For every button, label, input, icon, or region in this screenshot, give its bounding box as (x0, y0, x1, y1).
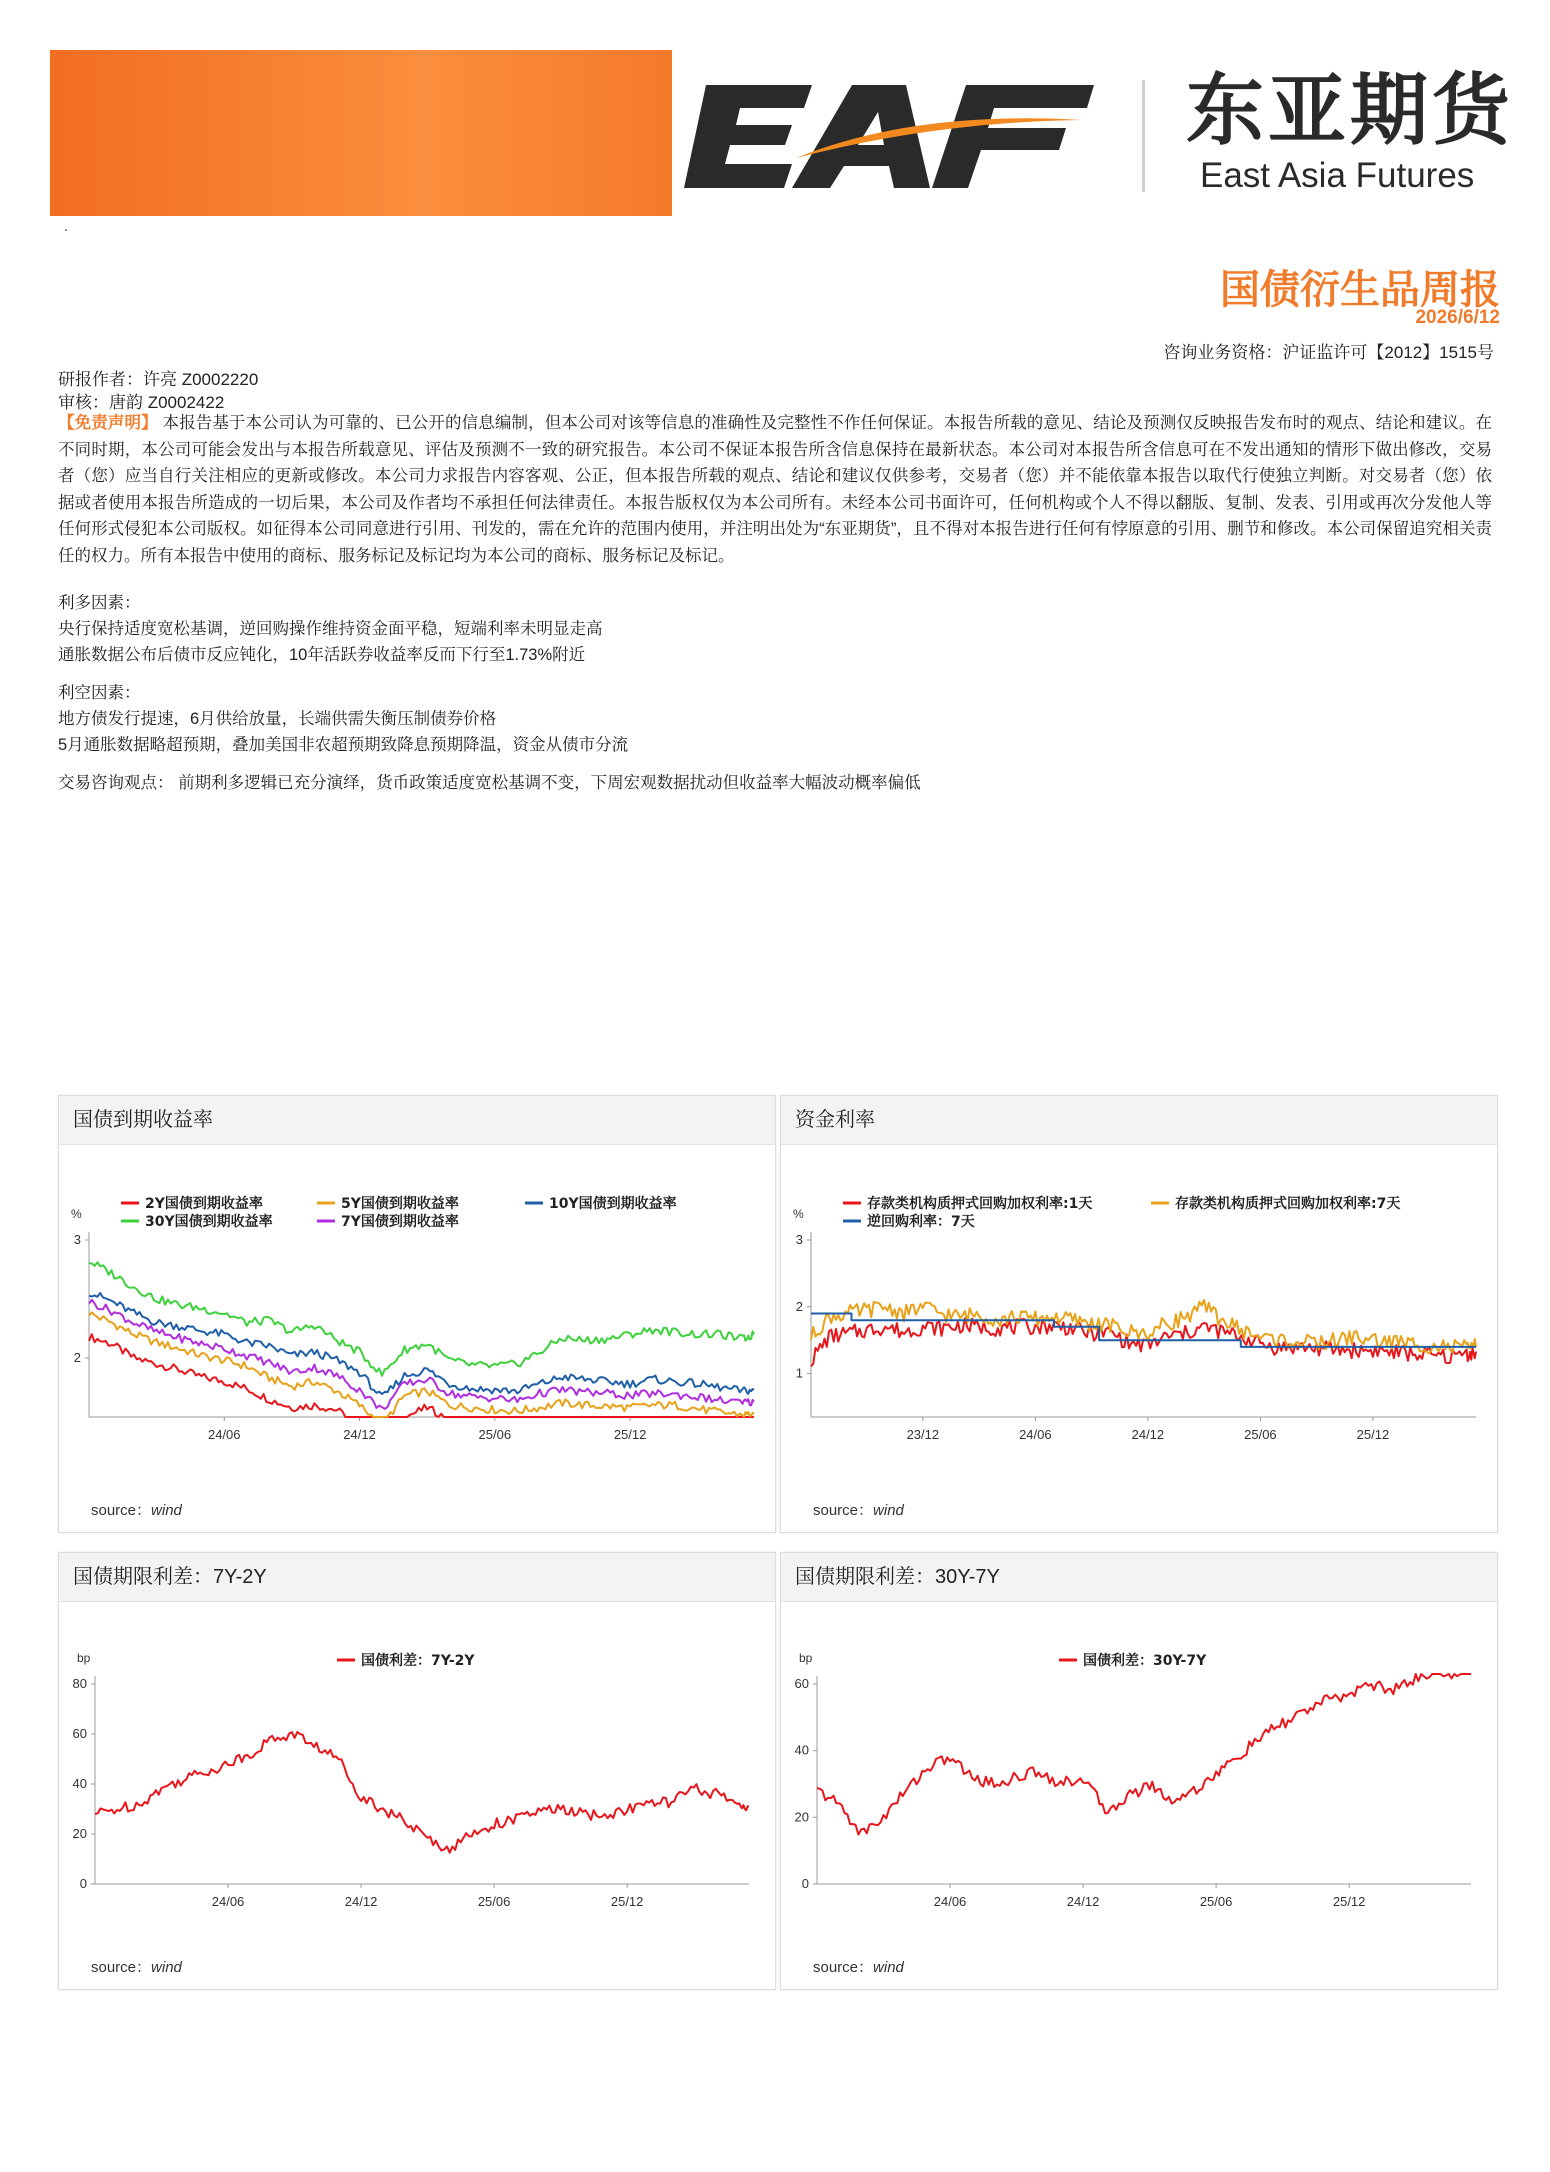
report-date: 2026/6/12 (1415, 307, 1500, 328)
bullish-item: 央行保持适度宽松基调，逆回购操作维持资金面平稳，短端利率未明显走高 (58, 620, 603, 638)
x-tick-label: 25/12 (1332, 1894, 1366, 1909)
y-tick-label: 3 (73, 1232, 81, 1247)
bearish-title: 利空因素： (58, 684, 141, 702)
bullish-item: 通胀数据公布后债市反应钝化，10年活跃券收益率反而下行至1.73%附近 (58, 646, 586, 664)
x-tick-label: 24/12 (343, 1427, 376, 1442)
y-tick-label: 60 (72, 1726, 87, 1741)
bullish-title: 利多因素： (58, 594, 141, 612)
logo-english-name: East Asia Futures (1200, 156, 1475, 195)
bullish-section (58, 590, 603, 668)
legend-label: 逆回购利率：7天 (867, 1214, 975, 1230)
legend-label: 2Y国债到期收益率 (145, 1196, 263, 1212)
series-line-2 (89, 1293, 754, 1394)
eaf-logo (684, 70, 1104, 200)
license-line: 咨询业务资格：沪证监许可【2012】1515号 (1163, 343, 1494, 362)
y-axis-unit: % (793, 1207, 804, 1221)
series-line-1 (89, 1312, 754, 1417)
header-orange-banner (50, 50, 672, 216)
logo-divider (1142, 80, 1145, 192)
y-tick-label: 0 (801, 1876, 809, 1891)
chart-source: source：wind (91, 1502, 182, 1519)
y-tick-label: 2 (73, 1350, 81, 1365)
legend-label: 30Y国债到期收益率 (145, 1214, 273, 1230)
x-tick-label: 24/06 (933, 1894, 967, 1909)
series-line-0 (817, 1674, 1471, 1835)
y-tick-label: 2 (795, 1298, 803, 1314)
x-tick-label: 24/12 (1131, 1427, 1165, 1442)
y-tick-label: 40 (72, 1776, 87, 1791)
chart-source: source：wind (91, 1959, 182, 1976)
chart-panel-spread-7y-2y (58, 1552, 776, 1990)
y-tick-label: 3 (795, 1232, 803, 1247)
y-tick-label: 0 (79, 1876, 87, 1891)
legend-label: 10Y国债到期收益率 (549, 1196, 677, 1212)
x-tick-label: 25/12 (610, 1894, 644, 1909)
spread-7y-2y-chart (59, 1602, 775, 1942)
legend-label: 国债利差：30Y-7Y (1083, 1653, 1207, 1669)
legend-label: 国债利差：7Y-2Y (361, 1653, 475, 1669)
x-tick-label: 25/06 (477, 1894, 511, 1909)
chart-panel-yields (58, 1095, 776, 1533)
legend-label: 5Y国债到期收益率 (341, 1196, 459, 1212)
legend-label: 存款类机构质押式回购加权利率:7天 (1175, 1196, 1401, 1212)
legend-label: 存款类机构质押式回购加权利率:1天 (867, 1196, 1093, 1212)
reviewer-line: 审核：唐韵 Z0002422 (58, 393, 225, 412)
y-axis-unit: bp (799, 1651, 813, 1665)
header-dot: . (64, 218, 68, 234)
report-title: 国债衍生品周报 (1220, 268, 1500, 312)
y-tick-label: 80 (72, 1676, 87, 1691)
funding-chart (781, 1145, 1497, 1485)
bearish-item: 5月通胀数据略超预期，叠加美国非农超预期致降息预期降温，资金从债市分流 (58, 736, 629, 754)
x-tick-label: 23/12 (906, 1427, 940, 1442)
y-tick-label: 1 (795, 1365, 803, 1381)
y-tick-label: 20 (72, 1826, 87, 1841)
x-tick-label: 25/12 (613, 1427, 647, 1442)
bearish-section (58, 680, 628, 758)
logo-chinese-name: 东亚期货 (1186, 66, 1515, 156)
x-tick-label: 25/12 (1356, 1427, 1390, 1442)
legend-label: 7Y国债到期收益率 (341, 1214, 459, 1230)
chart-panel-funding (780, 1095, 1498, 1533)
x-tick-label: 24/12 (344, 1894, 378, 1909)
series-line-0 (95, 1732, 749, 1853)
x-tick-label: 24/12 (1066, 1894, 1100, 1909)
author-line: 研报作者：许亮 Z0002220 (58, 370, 259, 389)
x-tick-label: 24/06 (211, 1894, 245, 1909)
chart-title: 资金利率 (781, 1096, 1497, 1145)
disclaimer-tag: 【免责声明】 (58, 414, 158, 432)
spread-30y-7y-chart (781, 1602, 1497, 1942)
chart-title: 国债到期收益率 (59, 1096, 775, 1145)
x-tick-label: 24/06 (207, 1427, 241, 1442)
series-line-1 (811, 1300, 1476, 1353)
chart-source: source：wind (813, 1959, 904, 1976)
x-tick-label: 25/06 (1244, 1427, 1277, 1442)
y-axis-unit: bp (77, 1651, 91, 1665)
x-tick-label: 24/06 (1019, 1427, 1052, 1442)
series-line-3 (89, 1262, 754, 1376)
trading-view: 交易咨询观点： 前期利多逻辑已充分演绎，货币政策适度宽松基调不变，下周宏观数据扰动但收益率大幅波动概率偏低 (58, 774, 921, 792)
bearish-item: 地方债发行提速，6月供给放量，长端供需失衡压制债券价格 (58, 710, 497, 728)
chart-title: 国债期限利差：7Y-2Y (59, 1553, 775, 1602)
x-tick-label: 25/06 (478, 1427, 512, 1442)
chart-source: source：wind (813, 1502, 904, 1519)
disclaimer-text: 本报告基于本公司认为可靠的、已公开的信息编制，但本公司对该等信息的准确性及完整性不作任何保证。本报告所载的意见、结论及预测仅反映报告发布时的观点、结论和建议。在不同时期，本公司可能会发出与本报告所载意见、评估及预测不一致的研究报告。本公司不保证本报告所含信息保持在最新状态。本公司对本报告所含信息可在不发出通知的情形下做出修改，交易者（您）应当自行关注相应的更新或修改。本公司力求报告内容客观、公正，但本报告所载的观点、结论和建议仅供参考，交易者（您）并不能依靠本报告以取代行使独立判断。对交易者（您）依据或者使用本报告所造成的一切后果，本公司及作者均不承担任何法律责任。本报告版权仅为本公司所有。未经本公司书面许可，任何机构或个人不得以翻版、复制、发表、引用或再次分发他人等任何形式侵犯本公司版权。如征得本公司同意进行引用、刊发的，需在允许的范围内使用，并注明出处为“东亚期货”，且不得对本报告进行任何有悖原意的引用、删节和修改。本公司保留追究相关责任的权力。所有本报告中使用的商标、服务标记及标记均为本公司的商标、服务标记及标记。 (58, 414, 1493, 565)
y-tick-label: 60 (794, 1676, 809, 1691)
yields-chart (59, 1145, 775, 1485)
y-axis-unit: % (71, 1207, 82, 1221)
chart-title: 国债期限利差：30Y-7Y (781, 1553, 1497, 1602)
disclaimer (58, 410, 1492, 569)
y-tick-label: 40 (794, 1742, 809, 1758)
y-tick-label: 20 (794, 1809, 809, 1825)
chart-panel-spread-30y-7y (780, 1552, 1498, 1990)
x-tick-label: 25/06 (1199, 1894, 1233, 1909)
